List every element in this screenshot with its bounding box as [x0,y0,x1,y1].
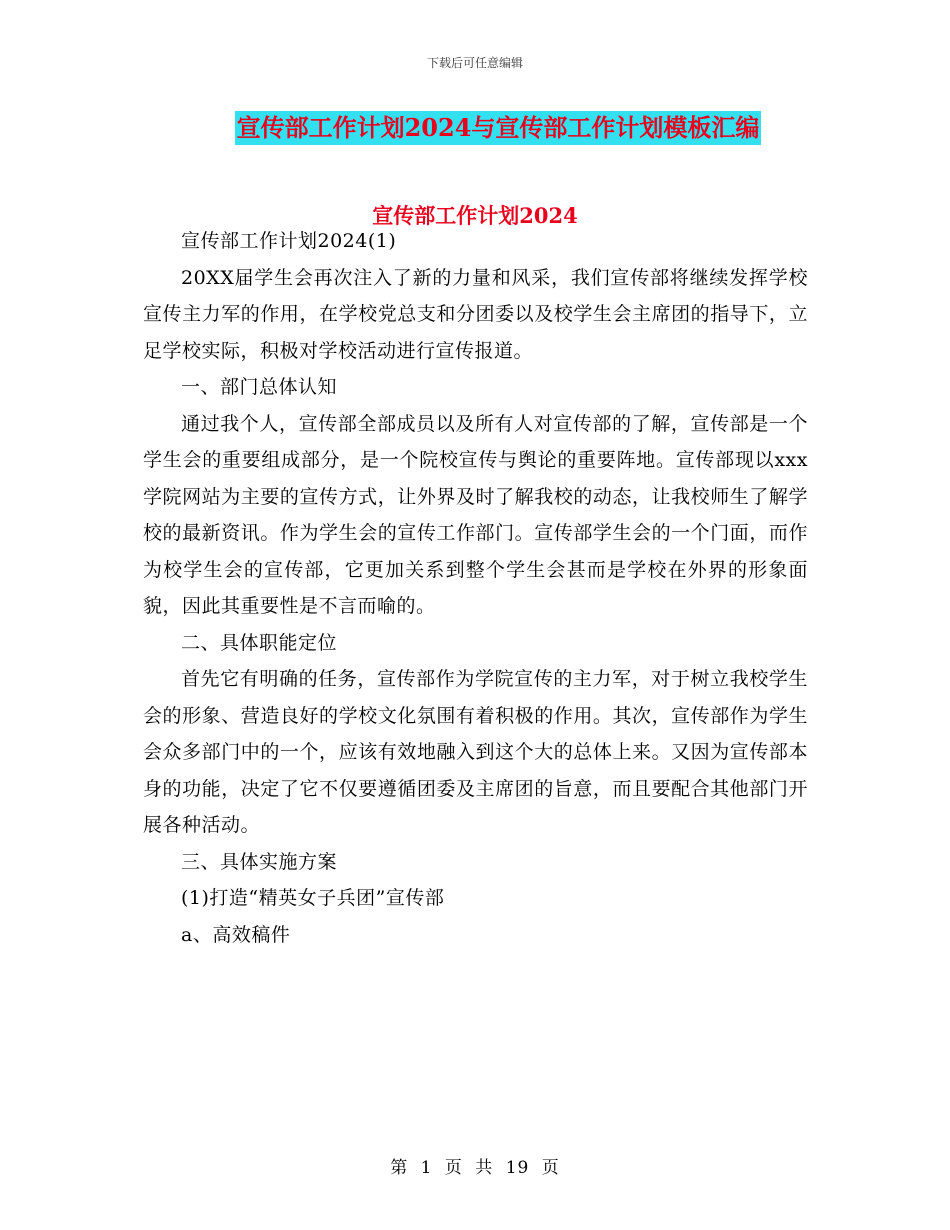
document-title-container [0,111,950,145]
page-number-footer: 第 1 页 共 19 页 [390,1158,560,1178]
list-item-plan-1a: a、高效稿件 [181,923,291,946]
heading-implementation-plan: 三、具体实施方案 [181,850,338,873]
paragraph-subtitle: 宣传部工作计划2024(1) [181,230,397,252]
document-title: 宣传部工作计划2024与宣传部工作计划模板汇编 [235,111,762,145]
section-title: 宣传部工作计划2024 [372,203,578,228]
heading-department-overview: 一、部门总体认知 [181,376,338,398]
document-body [143,223,808,953]
paragraph-department-overview: 通过我个人，宣传部全部成员以及所有人对宣传部的了解，宣传部是一个学生会的重要组成部分，是一个院校宣传与舆论的重要阵地。宣传部现以xxx学院网站为主要的宣传方式，让外界及时了解我校的动态，让我校师生了解学校的最新资讯。作为学生会的宣传工作部门。宣传部学生会的一个门面，而作为校学生会的宣传部，它更加关系到整个学生会甚而是学校在外界的形象面貌，因此其重要性是不言而喻的。 [143,412,808,617]
paragraph-function-positioning: 首先它有明确的任务，宣传部作为学院宣传的主力军，对于树立我校学生会的形象、营造良好的学校文化氛围有着积极的作用。其次，宣传部作为学生会众多部门中的一个，应该有效地融入到这个大的总体上来。又因为宣传部本身的功能，决定了它不仅要遵循团委及主席团的旨意，而且要配合其他部门开展各种活动。 [143,668,808,836]
list-item-plan-1: (1)打造“精英女子兵团”宣传部 [181,887,445,909]
paragraph-intro: 20XX届学生会再次注入了新的力量和风采，我们宣传部将继续发挥学校宣传主力军的作用，在学校党总支和分团委以及校学生会主席团的指导下，立足学校实际，积极对学校活动进行宣传报道。 [143,266,808,362]
page-header-note: 下载后可任意编辑 [426,56,523,70]
heading-function-positioning: 二、具体职能定位 [181,631,338,654]
